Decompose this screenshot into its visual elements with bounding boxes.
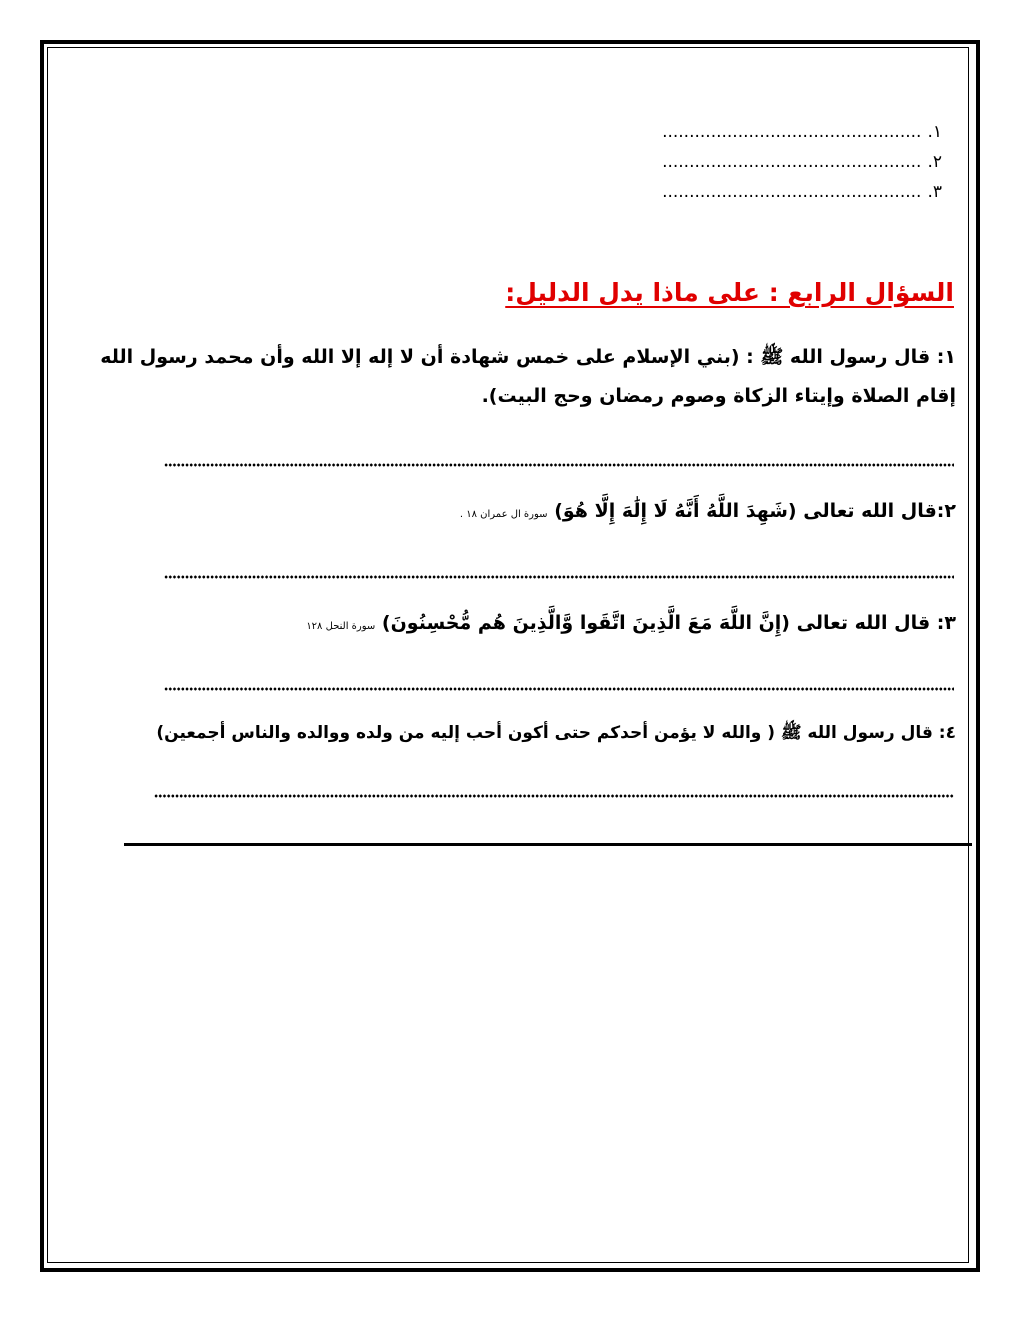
- blank-dots: ................................................: [662, 152, 922, 172]
- blank-number: ٣.: [927, 182, 942, 202]
- question-3-text: ٣: قال الله تعالى (إِنَّ اللَّهَ مَعَ الَّذِينَ اتَّقَوا وَّالَّذِينَ هُم مُّحْسِنُونَ): [381, 612, 956, 634]
- question-3: [306, 612, 956, 634]
- section-title: السؤال الرابع : على ماذا يدل الدليل:: [505, 278, 954, 307]
- question-2-reference: سورة ال عمران ١٨ .: [459, 509, 548, 520]
- answer-line-1[interactable]: [164, 462, 954, 468]
- section-divider: [124, 843, 972, 846]
- page-border-inner: [47, 47, 969, 1263]
- answer-line-3[interactable]: [164, 686, 954, 692]
- question-2: [460, 500, 956, 522]
- question-1-line-1: ١: قال رسول الله ﷺ : (بني الإسلام على خمس شهادة أن لا إله إلا الله وأن محمد رسول الله: [100, 346, 956, 368]
- blank-number: ١.: [927, 122, 942, 142]
- answer-line-2[interactable]: [164, 574, 954, 580]
- blank-line-2[interactable]: [562, 147, 942, 177]
- blank-dots: ................................................: [662, 122, 922, 142]
- blank-number: ٢.: [927, 152, 942, 172]
- question-4: ٤: قال رسول الله ﷺ ( والله لا يؤمن أحدكم حتى أكون أحب إليه من ولده ووالده والناس أجمعين): [156, 723, 956, 743]
- answer-line-4[interactable]: [154, 793, 954, 799]
- blank-dots: ................................................: [662, 182, 922, 202]
- blank-line-1[interactable]: [562, 117, 942, 147]
- question-3-reference: سورة النحل ١٢٨: [306, 621, 376, 632]
- answer-blank-list: [562, 117, 942, 207]
- question-1-line-2: إقام الصلاة وإيتاء الزكاة وصوم رمضان وحج البيت).: [481, 385, 956, 407]
- blank-line-3[interactable]: [562, 177, 942, 207]
- question-2-text: ٢:قال الله تعالى (شَهِدَ اللَّهُ أَنَّهُ لَا إِلَٰهَ إِلَّا هُوَ): [554, 500, 956, 522]
